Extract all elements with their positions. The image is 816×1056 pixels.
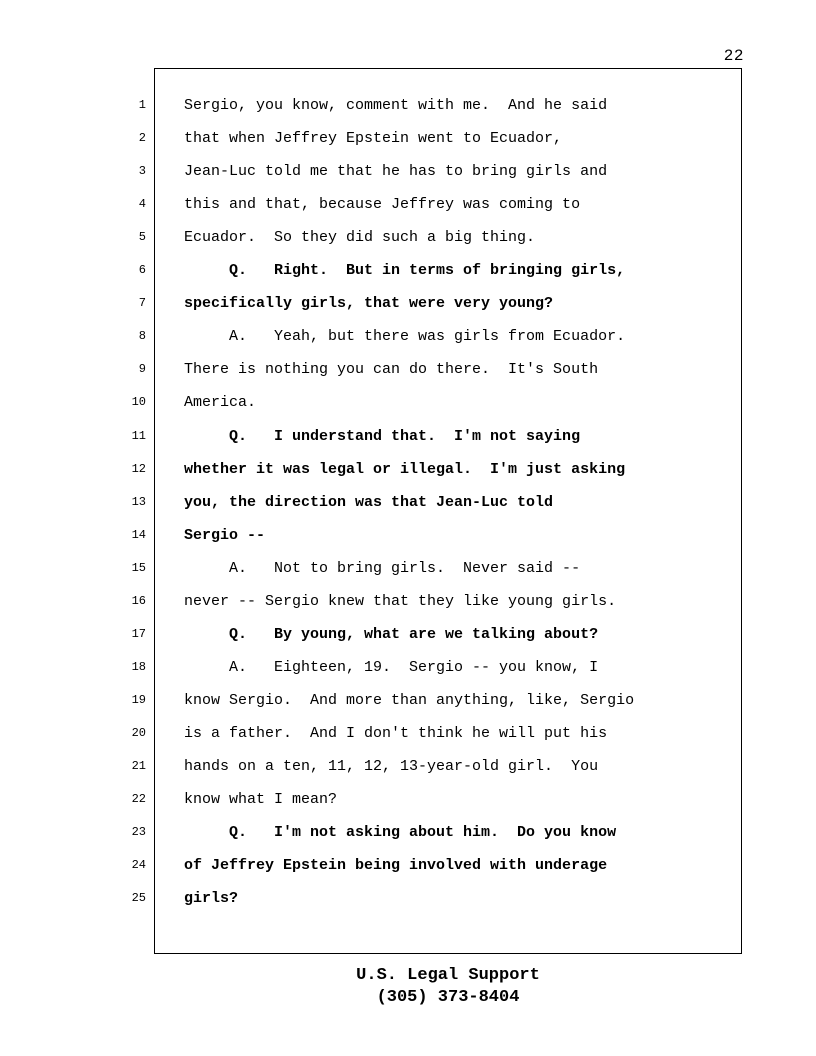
line-text: Sergio, you know, comment with me. And he said [184, 97, 608, 114]
line-number: 7 [138, 296, 146, 311]
line-text: this and that, because Jeffrey was coming to [184, 196, 581, 214]
transcript-line [0, 626, 700, 659]
line-number: 20 [131, 725, 146, 740]
line-text: There is nothing you can do there. It's South [184, 361, 599, 379]
line-text: know what I mean? [184, 791, 338, 809]
line-number: 21 [131, 759, 146, 773]
transcript-line [0, 328, 700, 361]
transcript-line [0, 494, 700, 527]
transcript-line [0, 791, 700, 824]
line-number: 8 [138, 329, 146, 344]
transcript-line [0, 527, 700, 560]
line-number: 15 [131, 560, 146, 575]
transcript-line [0, 758, 700, 791]
transcript-line [0, 163, 700, 196]
line-text: is a father. And I don't think he will put his [184, 724, 608, 742]
line-text: of Jeffrey Epstein being involved with underage [184, 857, 608, 875]
line-number: 16 [131, 593, 146, 608]
line-number: 13 [131, 494, 146, 509]
line-number: 22 [131, 792, 146, 807]
line-text: A. Eighteen, 19. Sergio -- you know, I [184, 658, 599, 676]
transcript-line [0, 593, 700, 626]
transcript-line [0, 196, 700, 229]
line-text: hands on a ten, 11, 12, 13-year-old girl. You [184, 758, 599, 775]
line-text: whether it was legal or illegal. I'm just asking [184, 460, 626, 478]
transcript-line [0, 560, 700, 593]
line-number: 23 [131, 825, 146, 840]
line-text: never -- Sergio knew that they like young girls. [184, 592, 617, 610]
line-text: Q. I understand that. I'm not saying [184, 427, 581, 445]
line-number: 5 [138, 230, 146, 245]
transcript-line [0, 461, 700, 494]
line-text: Jean-Luc told me that he has to bring girls and [184, 163, 608, 181]
transcript-line [0, 262, 700, 295]
line-text: Q. By young, what are we talking about? [184, 625, 599, 643]
transcript-line [0, 97, 700, 130]
line-text: America. [184, 394, 257, 412]
line-number: 9 [138, 362, 146, 377]
transcript-line [0, 692, 700, 725]
transcript-line [0, 130, 700, 163]
transcript-line [0, 824, 700, 857]
transcript-line [0, 725, 700, 758]
line-text: A. Yeah, but there was girls from Ecuador. [184, 328, 626, 346]
transcript-line [0, 659, 700, 692]
page-number: 22 [723, 47, 744, 65]
line-number: 1 [138, 98, 146, 112]
line-text: that when Jeffrey Epstein went to Ecuador, [184, 130, 563, 148]
transcript-line [0, 890, 700, 923]
transcript-line [0, 857, 700, 890]
line-number: 4 [138, 197, 146, 212]
footer-company: U.S. Legal Support [356, 966, 540, 985]
transcript-line [0, 394, 700, 427]
line-text: girls? [184, 890, 239, 908]
line-text: Sergio -- [184, 526, 266, 544]
line-number: 17 [131, 626, 146, 641]
line-number: 2 [138, 131, 146, 146]
line-number: 11 [131, 428, 146, 443]
line-text: know Sergio. And more than anything, like, Sergio [184, 691, 635, 709]
footer-phone: (305) 373-8404 [376, 988, 520, 1007]
line-text: Q. Right. But in terms of bringing girls, [184, 262, 626, 280]
line-text: Q. I'm not asking about him. Do you know [184, 824, 617, 842]
line-number: 3 [138, 164, 146, 179]
line-number: 12 [131, 461, 146, 476]
transcript-line [0, 229, 700, 262]
line-number: 19 [131, 692, 146, 707]
line-number: 10 [131, 395, 146, 410]
transcript-line [0, 295, 700, 328]
line-text: A. Not to bring girls. Never said -- [184, 559, 581, 577]
line-number: 6 [138, 263, 146, 278]
transcript-line [0, 428, 700, 461]
line-number: 18 [131, 659, 146, 674]
line-number: 25 [131, 891, 146, 906]
line-text: you, the direction was that Jean-Luc told [184, 493, 554, 511]
line-number: 14 [131, 527, 146, 542]
line-number: 24 [131, 858, 146, 873]
line-text: Ecuador. So they did such a big thing. [184, 229, 536, 247]
transcript-line [0, 361, 700, 394]
line-text: specifically girls, that were very young? [184, 295, 554, 313]
